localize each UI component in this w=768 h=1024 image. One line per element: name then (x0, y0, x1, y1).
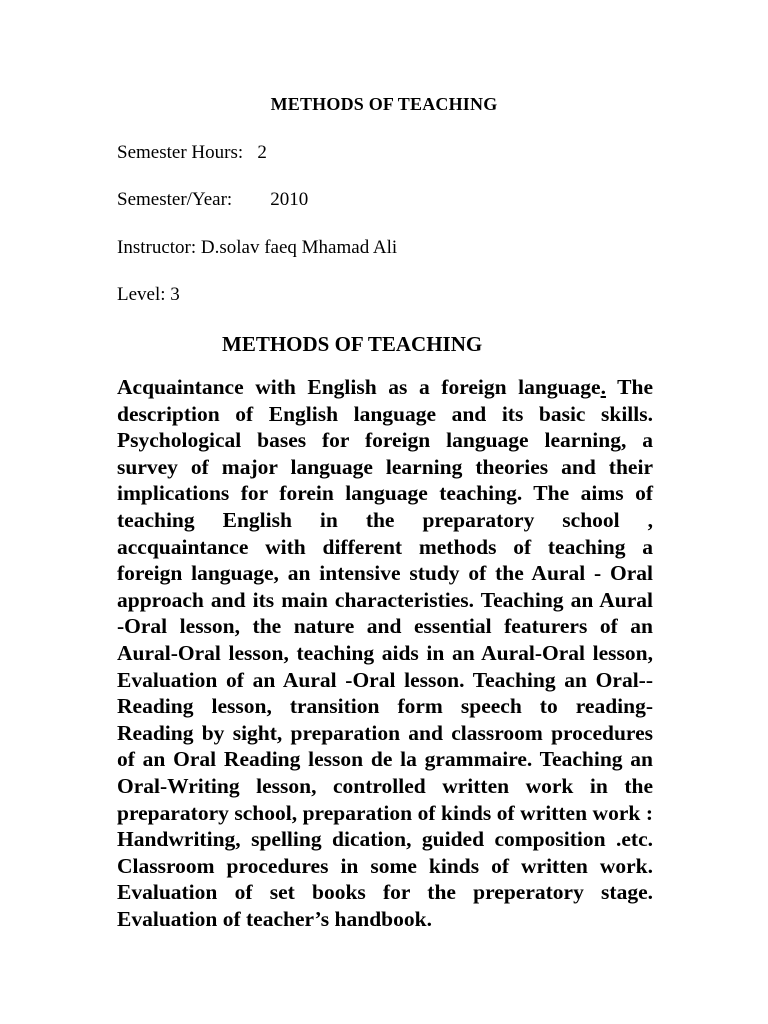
description-text-start: Acquaintance with English as a foreign language (117, 375, 601, 399)
description-underlined-period: . (600, 375, 606, 399)
description-text-rest: The description of English language and its basic skills. Psychological bases for foreign language learning, a survey of major language learning theories and their implications for forein language teaching. The aims of teaching English in the preparatory school , accquaintance with different methods of teaching a foreign language, an intensive study of the Aural - Oral approach and its main characteristies. Teaching an Aural -Oral lesson, the nature and essential featurers of an Aural-Oral lesson, teaching aids in an Aural-Oral lesson, Evaluation of an Aural -Oral lesson. Teaching an Oral--Reading lesson, transition form speech to reading-Reading by sight, preparation and classroom procedures of an Oral Reading lesson de la grammaire. Teaching an Oral-Writing lesson, controlled written work in the preparatory school, preparation of kinds of written work : Handwriting, spelling dication, guided composition .etc. Classroom procedures in some kinds of written work. Evaluation of set books for the preperatory stage. Evaluation of teacher’s handbook. (117, 375, 653, 931)
semester-hours: Semester Hours: 2 (117, 142, 267, 163)
document-title: METHODS OF TEACHING (270, 94, 498, 114)
section-heading: METHODS OF TEACHING (222, 332, 483, 356)
instructor: Instructor: D.solav faeq Mhamad Ali (117, 237, 398, 258)
semester-year: Semester/Year: 2010 (117, 189, 309, 210)
course-description (117, 374, 653, 932)
level: Level: 3 (117, 284, 180, 305)
